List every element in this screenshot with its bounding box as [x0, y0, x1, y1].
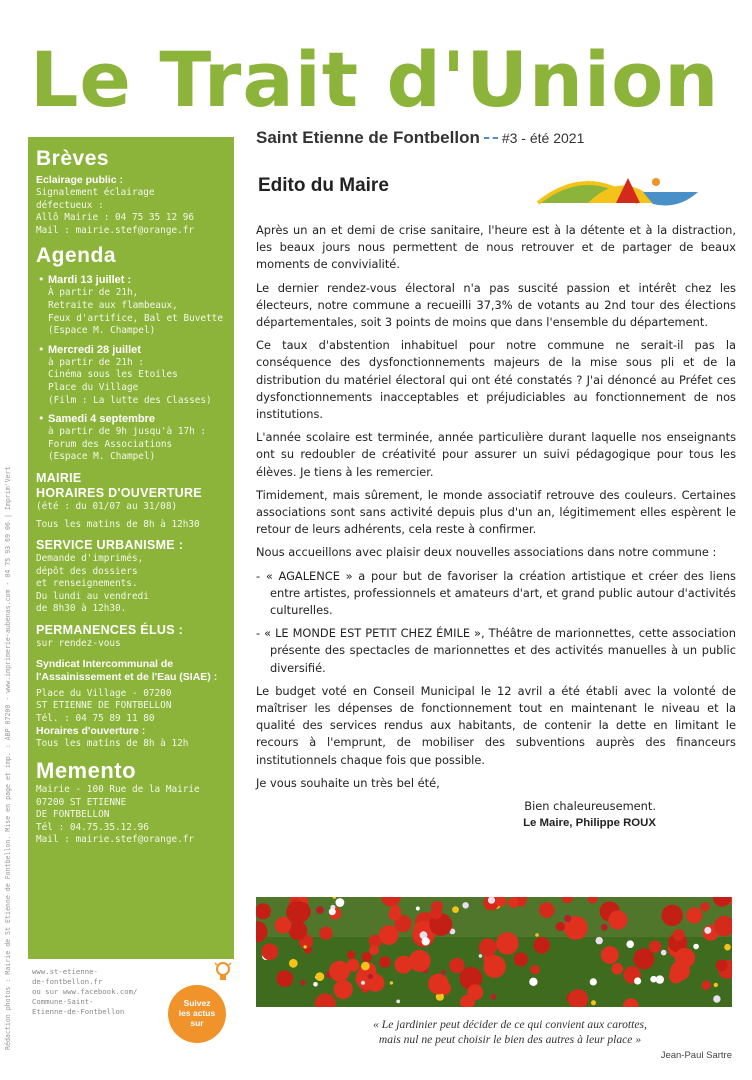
flower-blossom [479, 938, 497, 956]
memento-section [36, 758, 227, 847]
website-link[interactable]: de-fontbellon.fr [32, 977, 103, 986]
breves-heading: Brèves [36, 147, 110, 170]
flower-blossom [409, 950, 431, 972]
quote-author: Jean-Paul Sartre [660, 1050, 732, 1061]
flower-blossom [611, 963, 623, 975]
flower-blossom [467, 984, 483, 1000]
signature-name: Le Maire, Philippe ROUX [523, 817, 656, 830]
siae-section [36, 658, 227, 751]
memento-line: Mail : mairie.stef@orange.fr [36, 834, 195, 846]
flower-blossom [673, 929, 685, 941]
agenda-date: • Mercredi 28 juillet [48, 343, 141, 356]
quote-line: mais nul ne peut choisir le bien des autres à leur place » [378, 1033, 642, 1046]
town-line [256, 128, 696, 152]
edito-paragraph: Le dernier rendez-vous électoral n'a pas suscité passion et intérêt chez les électeurs, notre commune a recueilli 37,3% de votants au 2nd tour des élections départementales, soit 3 points de moins que dans l'ensemble du département. [256, 280, 736, 330]
flower-blossom [379, 956, 391, 968]
breves-line: Allô Mairie : 04 75 35 12 96 [36, 212, 195, 224]
flower-blossom [428, 974, 449, 995]
flower-blossom [369, 945, 379, 955]
flower-blossom [650, 976, 657, 983]
website-link[interactable]: www.st-etienne- [32, 967, 98, 976]
siae-line: ST ETIENNE DE FONTBELLON [36, 700, 172, 712]
flower-blossom [649, 941, 661, 953]
flower-blossom [704, 927, 711, 934]
breves-section [36, 147, 227, 237]
badge-line: les actus [178, 1008, 216, 1018]
association-item: - « LE MONDE EST PETIT CHEZ ÉMILE », Théâtre de marionnettes, cette association présente des spectacles de marionnettes et des activités manuelles à un public diversifié. [256, 626, 736, 675]
memento-line: DE FONTBELLON [36, 809, 110, 821]
urbanisme-line: et renseignements. [36, 578, 138, 590]
flower-blossom [693, 944, 699, 950]
agenda-line: (Film : La lutte des Classes) [48, 394, 212, 406]
agenda-item [36, 273, 227, 337]
edito-paragraph: Ce taux d'abstention inhabituel pour notre commune ne serait-il pas la conséquence des dysfonctionnements majeurs de la mise sous pli et de la distribution du matériel électoral qui ont été constatés ? J'ai dénoncé au Préfet ces dysfonctionnements inacceptables et préjudiciables au fonctionnement de nos institutions. [256, 338, 736, 422]
edito-paragraph: Après un an et demi de crise sanitaire, l'heure est à la détente et à la distraction, les beaux jours nous permettent de nous retrouver et de partager de beaux moments de convivialité. [256, 223, 736, 272]
flower-blossom [390, 981, 393, 984]
flower-blossom [661, 950, 667, 956]
mairie-subtitle: (été : du 01/07 au 31/08) [36, 500, 178, 512]
edito-paragraph: Timidement, mais sûrement, le monde associatif retrouve des couleurs. Certaines associations sont sans activité depuis plus d'un an, légitimement elles espèrent le retour de leurs adhérents, cela reste à confirmer. [256, 487, 736, 537]
flower-blossom [334, 980, 353, 999]
flower-blossom [479, 954, 483, 958]
agenda-line: Retraite aux flambeaux, [48, 299, 178, 311]
agenda-line: à partir de 21h : [48, 356, 144, 368]
flower-blossom [316, 906, 324, 914]
flower-blossom [483, 955, 506, 978]
flower-blossom [529, 978, 537, 986]
flower-blossom [713, 995, 720, 1002]
flower-blossom [347, 959, 360, 972]
edito-paragraph: Nous accueillons avec plaisir deux nouvelles associations dans notre commune : [256, 545, 717, 560]
edito-paragraph: Le budget voté en Conseil Municipal le 12 avril a été établi avec la volonté de maîtriser les dépenses de fonctionnement tout en maintenant le niveau et la qualité des services rendus aux habitants, de contenir la dette en limitant le recours à l'emprunt, de mobiliser des subventions auprès des financeurs institutionnels chaque fois que possible. [256, 683, 736, 767]
siae-heading: Syndicat Intercommunal de l'Assainissement et de l'Eau (SIAE) : [36, 657, 218, 683]
dash-divider [484, 137, 498, 139]
flower-blossom [301, 980, 306, 985]
website-links [32, 967, 162, 1017]
association-item: - « AGALENCE » a pour but de favoriser la création artistique et créer des liens entre artistes, professionnels et amateurs d'art, et grand public autour d'activités culturelles. [256, 568, 736, 618]
flower-blossom [462, 902, 468, 908]
flower-blossom [702, 981, 711, 990]
flower-blossom [539, 902, 555, 918]
poppy-field-photo [256, 897, 732, 1007]
facebook-link[interactable]: ou sur www.facebook.com/ [32, 987, 138, 996]
breves-line: Signalement éclairage [36, 187, 155, 198]
flower-blossom [441, 970, 446, 975]
agenda-heading: Agenda [36, 244, 117, 268]
breves-subheading: Eclairage public : [36, 174, 123, 186]
urbanisme-line: Demande d'imprimés, [36, 553, 144, 565]
flower-blossom [590, 978, 597, 985]
hills-logo-icon [528, 158, 718, 208]
edito-title: Edito du Maire [258, 175, 389, 196]
mairie-heading: MAIRIE [36, 470, 82, 485]
siae-line: Place du Village - 07200 [36, 687, 172, 699]
breves-line: Mail : mairie.stef@orange.fr [36, 224, 195, 236]
flower-blossom [449, 958, 464, 973]
flower-blossom [626, 940, 634, 948]
flower-blossom [289, 921, 308, 940]
flower-blossom [422, 937, 430, 945]
flower-blossom [313, 982, 318, 987]
flower-blossom [686, 907, 702, 923]
flower-blossom [716, 960, 728, 972]
flower-blossom [714, 983, 718, 987]
sidebar-footer [28, 959, 234, 1054]
flower-blossom [289, 959, 298, 968]
flower-blossom [633, 948, 654, 969]
follow-news-badge[interactable] [168, 985, 226, 1043]
flower-blossom [535, 933, 539, 937]
flower-blossom [491, 994, 497, 1000]
flower-blossom [347, 951, 355, 959]
permanences-heading: PERMANENCES ÉLUS : [36, 623, 184, 638]
permanences-section [36, 623, 227, 651]
flower-blossom [662, 905, 683, 926]
edito-paragraph: Je vous souhaite un très bel été, [256, 775, 440, 790]
flower-blossom [261, 943, 278, 960]
agenda-line: à partir de 9h jusqu'à 17h : [48, 426, 207, 438]
agenda-line: Cinéma sous les Etoiles [48, 369, 178, 381]
agenda-line: (Espace M. Champel) [48, 451, 156, 463]
agenda-line: Feux d'artifice, Bal et Buvette [48, 312, 223, 324]
mairie-hours: Tous les matins de 8h à 12h30 [36, 518, 200, 530]
flower-blossom [430, 907, 442, 919]
flower-blossom [556, 922, 565, 931]
flower-blossom [303, 945, 306, 948]
urbanisme-heading: SERVICE URBANISME : [36, 538, 184, 553]
sidebar [28, 137, 234, 1054]
issue-number: #3 - été 2021 [501, 130, 585, 146]
flower-blossom [291, 902, 311, 922]
flower-blossom [591, 1000, 596, 1005]
flower-blossom [675, 948, 695, 968]
masthead-title: Le Trait d'Union [30, 35, 720, 124]
agenda-item [36, 412, 227, 464]
flower-blossom [396, 1000, 400, 1004]
urbanisme-line: de 8h30 à 12h30. [36, 603, 127, 615]
flower-blossom [319, 927, 332, 940]
agenda-line: À partir de 21h, [48, 287, 139, 299]
flower-blossom [496, 932, 518, 954]
agenda-line: Forum des Associations [48, 438, 173, 450]
flower-blossom [276, 970, 293, 987]
sartre-quote [300, 1017, 720, 1047]
agenda-line: (Espace M. Champel) [48, 325, 156, 337]
memento-line: Mairie - 100 Rue de la Mairie [36, 784, 200, 796]
facebook-link[interactable]: Commune-Saint- [32, 997, 94, 1006]
flower-blossom [601, 946, 619, 964]
lightbulb-icon [214, 961, 232, 983]
town-name: Saint Etienne de Fontbellon [256, 128, 480, 147]
flower-blossom [416, 907, 420, 911]
agenda-item [36, 343, 227, 407]
flower-blossom [508, 898, 519, 909]
flower-blossom [275, 917, 292, 934]
urbanisme-section [36, 538, 227, 616]
memento-line: 07200 ST ETIENNE [36, 796, 127, 808]
flower-blossom [534, 937, 551, 954]
flower-blossom [724, 944, 731, 951]
breves-line: défectueux : [36, 199, 104, 211]
flower-blossom [634, 977, 641, 984]
edito-body [256, 222, 736, 832]
urbanisme-line: Du lundi au vendredi [36, 590, 149, 602]
urbanisme-line: dépôt des dossiers [36, 565, 138, 577]
badge-line: sur [190, 1018, 204, 1028]
mairie-section [36, 471, 227, 531]
vertical-credit: Rédaction photos : Mairie de St Etienne de Fontbellon. Mise en page et imp. : ABP 07200 - www.imprimerie-aubenas.com - 04 75 93 69 06 | Imprim'Vert [4, 466, 12, 1050]
signature-greeting: Bien chaleureusement. [524, 799, 656, 814]
flower-blossom [452, 906, 459, 913]
flower-blossom [514, 952, 528, 966]
memento-line: Tél : 04.75.35.12.96 [36, 821, 149, 833]
hours-heading: HORAIRES D'OUVERTURE [36, 485, 202, 500]
flower-blossom [601, 924, 608, 931]
agenda-line: Place du Village [48, 381, 139, 393]
flower-blossom [608, 910, 627, 929]
memento-heading: Memento [36, 758, 137, 784]
signature [256, 798, 736, 832]
permanences-line: sur rendez-vous [36, 638, 121, 650]
quote-line: « Le jardinier peut décider de ce qui convient aux carottes, [373, 1018, 647, 1031]
flower-blossom [362, 952, 372, 962]
badge-line: Suivez [183, 998, 211, 1008]
agenda-section [36, 244, 227, 464]
flower-blossom [700, 902, 709, 911]
edito-paragraph: L'année scolaire est terminée, année particulière durant laquelle nos enseignants ont su redoubler de créativité pour assurer un suivi pédagogique pour tous les élèves. Je tiens à les remercier. [256, 430, 736, 479]
siae-hours: Tous les matins de 8h à 12h [36, 738, 189, 750]
flower-blossom [368, 974, 373, 979]
flower-blossom [389, 908, 402, 921]
flower-blossom [361, 981, 365, 985]
agenda-date: • Mardi 13 juillet : [48, 274, 132, 287]
agenda-date: • Samedi 4 septembre [48, 413, 155, 426]
flower-blossom [564, 915, 571, 922]
flower-blossom [329, 908, 336, 915]
flower-blossom [315, 972, 324, 981]
flower-blossom [530, 965, 539, 974]
flower-blossom [361, 962, 370, 971]
flower-blossom [596, 937, 603, 944]
siae-hours-label: Horaires d'ouverture : [36, 725, 146, 738]
flower-blossom [336, 898, 345, 907]
facebook-link[interactable]: Etienne-de-Fontbellon [32, 1007, 125, 1016]
siae-line: Tél. : 04 75 89 11 80 [36, 712, 155, 724]
